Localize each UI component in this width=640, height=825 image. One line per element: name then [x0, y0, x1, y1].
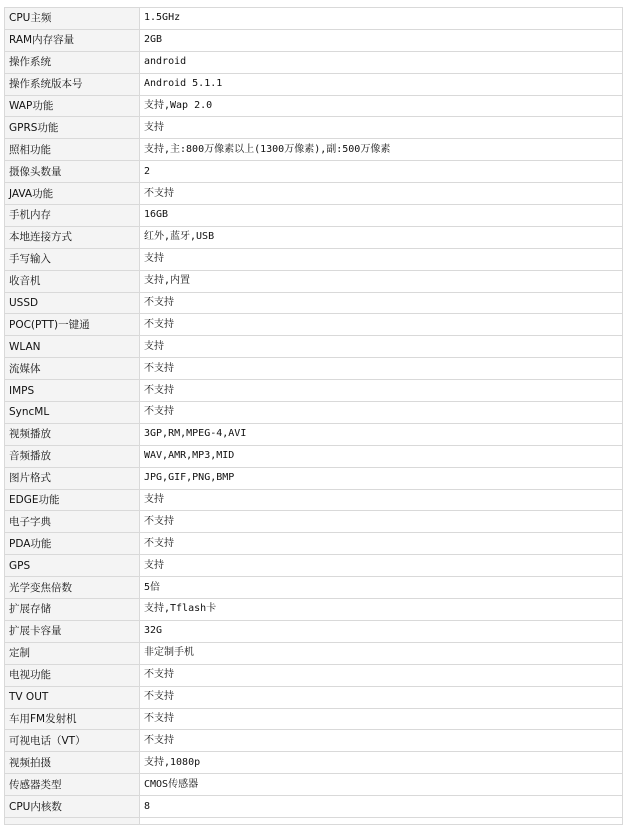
spec-label: 电视功能: [5, 664, 140, 686]
spec-value: 不支持: [140, 664, 623, 686]
spec-label: IMPS: [5, 380, 140, 402]
table-row: [5, 489, 623, 511]
spec-label: 照相功能: [5, 139, 140, 161]
table-row: [5, 511, 623, 533]
spec-label: SyncML: [5, 402, 140, 424]
spec-value: [140, 817, 623, 824]
spec-value: 不支持: [140, 183, 623, 205]
spec-label: CPU主频: [5, 8, 140, 30]
spec-label: 本地连接方式: [5, 226, 140, 248]
spec-label: USSD: [5, 292, 140, 314]
table-row: [5, 467, 623, 489]
table-row: [5, 358, 623, 380]
table-row: [5, 292, 623, 314]
table-row: [5, 664, 623, 686]
table-row: [5, 73, 623, 95]
table-row: [5, 51, 623, 73]
spec-value: 支持,1080p: [140, 752, 623, 774]
spec-label: WLAN: [5, 336, 140, 358]
table-row: [5, 642, 623, 664]
spec-value: 支持,Tflash卡: [140, 599, 623, 621]
spec-value: 5倍: [140, 577, 623, 599]
table-row: [5, 226, 623, 248]
table-row: [5, 95, 623, 117]
spec-label: GPS: [5, 555, 140, 577]
spec-label: PDA功能: [5, 533, 140, 555]
table-row: [5, 29, 623, 51]
spec-value: 不支持: [140, 533, 623, 555]
spec-label: WAP功能: [5, 95, 140, 117]
spec-value: 支持: [140, 336, 623, 358]
spec-label: 操作系统版本号: [5, 73, 140, 95]
spec-label: 手机内存: [5, 205, 140, 227]
spec-label: 传感器类型: [5, 774, 140, 796]
spec-label: 电子字典: [5, 511, 140, 533]
spec-value: 8: [140, 796, 623, 818]
spec-value: 不支持: [140, 686, 623, 708]
spec-value: 非定制手机: [140, 642, 623, 664]
spec-label: GPRS功能: [5, 117, 140, 139]
spec-value: 16GB: [140, 205, 623, 227]
table-row-partial: [5, 817, 623, 824]
spec-value: 支持,Wap 2.0: [140, 95, 623, 117]
table-row: [5, 730, 623, 752]
spec-label: EDGE功能: [5, 489, 140, 511]
spec-table: [4, 7, 623, 825]
spec-table-body: [5, 8, 623, 825]
spec-label: 光学变焦倍数: [5, 577, 140, 599]
spec-label: 流媒体: [5, 358, 140, 380]
table-row: [5, 708, 623, 730]
spec-label: RAM内存容量: [5, 29, 140, 51]
table-row: [5, 796, 623, 818]
spec-label: 摄像头数量: [5, 161, 140, 183]
spec-label: 车用FM发射机: [5, 708, 140, 730]
spec-value: 不支持: [140, 292, 623, 314]
spec-label: 图片格式: [5, 467, 140, 489]
table-row: [5, 423, 623, 445]
table-row: [5, 577, 623, 599]
spec-value: WAV,AMR,MP3,MID: [140, 445, 623, 467]
table-row: [5, 380, 623, 402]
table-row: [5, 599, 623, 621]
spec-value: 支持,主:800万像素以上(1300万像素),副:500万像素: [140, 139, 623, 161]
table-row: [5, 336, 623, 358]
table-row: [5, 314, 623, 336]
spec-value: Android 5.1.1: [140, 73, 623, 95]
spec-value: 32G: [140, 620, 623, 642]
table-row: [5, 183, 623, 205]
spec-label: [5, 817, 140, 824]
spec-value: 不支持: [140, 708, 623, 730]
spec-label: POC(PTT)一键通: [5, 314, 140, 336]
table-row: [5, 248, 623, 270]
table-row: [5, 8, 623, 30]
spec-label: 操作系统: [5, 51, 140, 73]
table-row: [5, 555, 623, 577]
spec-value: 支持: [140, 489, 623, 511]
table-row: [5, 620, 623, 642]
spec-value: 1.5GHz: [140, 8, 623, 30]
spec-value: 支持,内置: [140, 270, 623, 292]
spec-label: 收音机: [5, 270, 140, 292]
table-row: [5, 117, 623, 139]
table-row: [5, 161, 623, 183]
spec-label: 可视电话（VT）: [5, 730, 140, 752]
spec-value: 不支持: [140, 402, 623, 424]
table-row: [5, 686, 623, 708]
spec-label: 扩展存储: [5, 599, 140, 621]
spec-value: 3GP,RM,MPEG-4,AVI: [140, 423, 623, 445]
spec-value: 不支持: [140, 380, 623, 402]
table-row: [5, 402, 623, 424]
spec-label: 视频播放: [5, 423, 140, 445]
spec-value: 不支持: [140, 358, 623, 380]
table-row: [5, 533, 623, 555]
spec-value: 2: [140, 161, 623, 183]
table-row: [5, 774, 623, 796]
table-row: [5, 205, 623, 227]
spec-label: 视频拍摄: [5, 752, 140, 774]
spec-value: 不支持: [140, 314, 623, 336]
spec-value: 红外,蓝牙,USB: [140, 226, 623, 248]
spec-label: 定制: [5, 642, 140, 664]
spec-value: 支持: [140, 117, 623, 139]
table-row: [5, 270, 623, 292]
spec-label: 手写输入: [5, 248, 140, 270]
spec-value: 不支持: [140, 730, 623, 752]
spec-value: 不支持: [140, 511, 623, 533]
spec-value: android: [140, 51, 623, 73]
spec-label: 音频播放: [5, 445, 140, 467]
spec-value: CMOS传感器: [140, 774, 623, 796]
table-row: [5, 139, 623, 161]
spec-label: 扩展卡容量: [5, 620, 140, 642]
spec-value: 支持: [140, 555, 623, 577]
spec-label: CPU内核数: [5, 796, 140, 818]
spec-label: JAVA功能: [5, 183, 140, 205]
spec-value: 2GB: [140, 29, 623, 51]
spec-label: TV OUT: [5, 686, 140, 708]
spec-value: JPG,GIF,PNG,BMP: [140, 467, 623, 489]
table-row: [5, 752, 623, 774]
spec-value: 支持: [140, 248, 623, 270]
table-row: [5, 445, 623, 467]
